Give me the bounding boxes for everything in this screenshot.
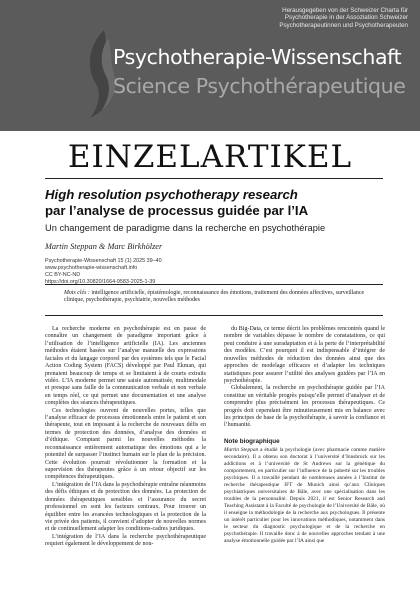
license-line: CC BY-NC-ND: [45, 271, 81, 278]
body-column-right: [224, 326, 385, 545]
keywords-label: Mots clés :: [64, 290, 90, 296]
keywords-rule-bottom: [45, 315, 383, 316]
bio-heading: Note biographique: [224, 437, 280, 445]
body-paragraph: La recherche moderne en psychothérapie est en passe de connaître un changement de paradigme important grâce à l’utilisation de l’intelligence artificielle (IA). Les anciennes méthodes étaient basées sur l’analyse manuelle des expressions faciales et du langage corporel par des systèmes tels que le Facial Action Coding System (FACS) développé par Paul Ekman, qui prenaient beaucoup de temps et se limitaient à de courts extraits vidéo. L’IA moderne permet une saisie automatisée, multimodale et presque sans faille de la communication verbale et non verbale en temps réel, ce qui permet une documentation et une analyse complètes des séances thérapeutiques.: [45, 326, 206, 407]
publisher-line: Psychotherapeutinnen und Psychotherapeuten: [279, 21, 408, 29]
body-paragraph: Globalement, la recherche en psychothérapie guidée par l’IA constitue un véritable progrès puisqu’elle permet d’analyser et de comprendre plus précisément les processus thérapeutiques. Ce progrès doit cependant être minutieusement mis en balance avec les principes de base de la psychothérapie, à savoir la confiance et l’humanité.: [224, 385, 385, 429]
banner-rule: [45, 178, 383, 179]
journal-header: [0, 0, 420, 131]
publisher-note: [258, 7, 408, 29]
citation-line: Psychotherapie-Wissenschaft 15 (1) 2025 39–40: [45, 258, 162, 264]
body-paragraph: du Big-Data, ce terme décrit les problèmes rencontrés quand le nombre de variables dépasse le nombre de constatations, ce qui peut conduire à une suradaptation et à la perte de l’interprétabilité des modèles. C’est pourquoi il est indispensable d’intégrer de nouvelles méthodes de réduction des données ainsi que des approches de modelage efficaces et d’adapter les techniques statistiques pour assurer l’utilité des analyses guidées par l’IA en psychothérapie.: [224, 326, 385, 384]
journal-title-de: Psychotherapie-Wissenschaft: [113, 45, 402, 69]
keywords-list: intelligence artificielle, épistémologie, reconnaissance des émotions, traitement des données affectives, surveillance clinique, psychothérapie, psychiatrie, nouvelles méthodes: [64, 290, 365, 304]
journal-title-fr: Science Psychothérapeutique: [113, 74, 406, 98]
bio-body: a étudié la psychologie (avec pharmacie comme matière secondaire). Il a obtenu son doctorat à l’université d’Innsbruck sur les addictions et à l’université de St Andrews sur la génétique du comportement, en particulier sur l’influence de la puberté sur les troubles psychiques. Il a travaillé pendant de nombreuses années à l’Institut de recherche thérapeutique IFT de Munich ainsi qu’aux Cliniques psychiatriques universitaires de Bâle, avec une spécialisation dans les troubles de la personnalité. Depuis 2021, il est Senior Research and Teaching Assistant à la Faculté de psychologie de l’Université de Bâle, où il enseigne la méthodologie de la recherche aux psychologues. Il présente un intérêt particulier pour les innovations méthodiques, notamment dans le secteur du diagnostic psychologique et de la recherche en psychothérapie. Il travaille donc à de nouvelles approches tendant à une analyse émotionnelle guidée par l’IA ainsi que: [224, 447, 385, 544]
journal-website-link[interactable]: www.psychotherapie-wissenschaft.info: [45, 264, 138, 271]
body-paragraph: L’intégration de l’IA dans la recherche psychothérapeutique requiert également le développement de nou-: [45, 533, 206, 548]
article-title-upright: par l’analyse de processus guidée par l’IA: [45, 203, 309, 218]
doi-link[interactable]: https://doi.org/10.30820/1664-9583-2025-1-39: [45, 278, 156, 285]
body-paragraph: L’intégration de l’IA dans la psychothérapie entraîne néanmoins des défis éthiques et de protection des données. La protection de données thérapeutiques sensibles et l’assurance du secret professionnel en sont les facteurs centraux. Pour trouver un équilibre entre les avancées technologiques et la protection de la vie privée des patients, il convient d’adopter de nouvelles normes et de continuellement adapter les conditions-cadres juridiques.: [45, 481, 206, 533]
article-title: [45, 187, 385, 219]
article-subtitle: Un changement de paradigme dans la recherche en psychothérapie: [45, 223, 326, 233]
article-type-banner: EINZELARTIKEL: [67, 139, 353, 175]
citation-info: [45, 258, 162, 286]
body-paragraph: Ces technologies ouvrent de nouvelles portes, telles que l’analyse efficace de processus émotionnels entre le patient et son thérapeute, tout en imposant à la recherche de nouveaux défis en termes de protection des données, d’analyse des données et d’éthique. Comptant parmi les nouvelles méthodes la reconnaissance entièrement automatique des émotions qui a le potentiel de surpasser l’instinct humain sur le plan de la précision. Cette évolution pourrait révolutionner la formation et la supervision des thérapeutes grâce à un retour objectif sur les compétences thérapeutiques.: [45, 407, 206, 481]
bio-text: [224, 447, 385, 544]
publisher-line: Herausgegeben von der Schweizer Charta für: [282, 7, 408, 14]
body-column-left: [45, 326, 206, 549]
publisher-line: Psychotherapie in der Assoziation Schweizer: [284, 14, 408, 22]
keywords-rule-top: [45, 284, 383, 285]
article-title-italic: High resolution psychotherapy research: [45, 187, 298, 202]
article-authors: Martin Steppan & Marc Birkhölzer: [45, 242, 163, 251]
keywords: [64, 290, 384, 305]
bio-author-name: Martin Steppan: [224, 447, 259, 454]
